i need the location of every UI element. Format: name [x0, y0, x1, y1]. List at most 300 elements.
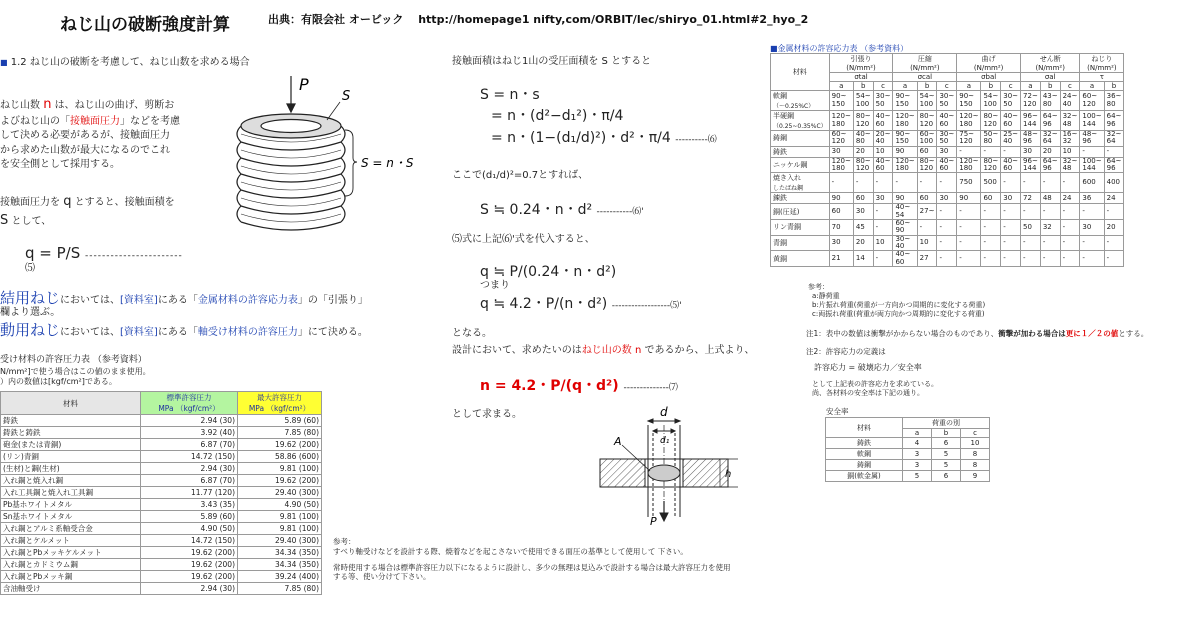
cell-standard: 14.72 (150): [141, 535, 238, 547]
cell-value: 120~ 180: [829, 111, 853, 131]
cell-material: 銅(軟金属): [826, 471, 903, 482]
col-group: [829, 54, 893, 73]
fig1-label-eq: S = n・S: [361, 156, 414, 170]
cell-value: -: [981, 146, 1001, 157]
cell-material: [771, 220, 830, 236]
cell-max: 29.40 (300): [238, 535, 322, 547]
cell-standard: 19.62 (200): [141, 571, 238, 583]
cell-value: 80~ 120: [981, 111, 1001, 131]
table-row: [1, 463, 322, 475]
note-structural-bolts: 結用ねじにおいては、[資料室]にある「金属材料の許容応力表」の「引張り」: [0, 289, 368, 307]
paragraph-contact-pressure: 接触面圧力を q とすると、接触面積を S として、: [0, 194, 175, 228]
cell-value: 3: [903, 449, 932, 460]
cell-value: -: [1040, 235, 1060, 251]
cell-value: -: [1001, 220, 1021, 236]
table-row: [1, 511, 322, 523]
cell-value: 30~ 50: [937, 131, 957, 147]
cell-value: 10: [1060, 146, 1080, 157]
fig1-label-p: P: [299, 75, 309, 94]
cell-value: 120~ 180: [893, 111, 917, 131]
cell-value: 16~ 32: [1060, 131, 1080, 147]
cell-material: 軟鋼: [826, 449, 903, 460]
cell-material: [771, 131, 830, 147]
col-group: [1080, 54, 1124, 73]
cell-value: -: [917, 220, 937, 236]
cell-value: 20: [1040, 146, 1060, 157]
cell-value: 40~ 60: [873, 111, 893, 131]
note-motion-screws: 動用ねじにおいては、[資料室]にある「軸受け材料の許容圧力」にて決める。: [0, 321, 368, 339]
cell-value: 50~ 80: [981, 131, 1001, 147]
table-row: [771, 251, 1124, 267]
cell-value: 27~: [917, 204, 937, 220]
cell-value: 48~ 96: [1021, 131, 1041, 147]
cell-value: 5: [932, 460, 961, 471]
cell-max: 39.24 (400): [238, 571, 322, 583]
cell-material: 入れ鋼と焼入れ鋼: [1, 475, 141, 487]
cell-value: 64~ 96: [1104, 157, 1124, 173]
cell-value: 70: [829, 220, 853, 236]
table-row: [1, 523, 322, 535]
cell-value: -: [1021, 204, 1041, 220]
safety-factor-table: [825, 417, 990, 482]
cell-max: 4.90 (50): [238, 499, 322, 511]
cell-value: 30: [829, 235, 853, 251]
safety-col-load: 荷重の別: [903, 418, 990, 429]
cell-value: -: [937, 220, 957, 236]
col-load-type: b: [981, 82, 1001, 91]
cell-max: 7.85 (80): [238, 427, 322, 439]
cell-material: [771, 157, 830, 173]
cell-value: -: [1001, 204, 1021, 220]
cell-standard: 19.62 (200): [141, 547, 238, 559]
cell-standard: 2.94 (30): [141, 463, 238, 475]
cell-value: 24: [1060, 193, 1080, 204]
cell-value: 80~ 120: [917, 157, 937, 173]
cell-standard: 4.90 (50): [141, 523, 238, 535]
material-note: （～0.25%C）: [773, 103, 815, 110]
nut-cross-section-figure: [590, 405, 750, 527]
cell-material: Sn基ホワイトメタル: [1, 511, 141, 523]
cell-max: 34.34 (350): [238, 547, 322, 559]
material-name: ニッケル鋼: [773, 161, 808, 170]
cell-max: 9.81 (100): [238, 511, 322, 523]
cell-max: 19.62 (200): [238, 475, 322, 487]
cell-material: 鋳鉄と鋳鉄: [1, 427, 141, 439]
cell-value: -: [1080, 235, 1104, 251]
cell-material: 入れ工具鋼と焼入れ工具鋼: [1, 487, 141, 499]
cell-material: 鋳鉄: [1, 415, 141, 427]
equation-6-prime: S ≒ 0.24・n・d² -----------⑹': [480, 202, 644, 218]
cell-value: 80~ 120: [853, 111, 873, 131]
cell-value: -: [1104, 204, 1124, 220]
cell-value: 14: [853, 251, 873, 267]
cell-value: 21: [829, 251, 853, 267]
material-name: 半硬鋼: [773, 112, 794, 120]
cell-standard: 3.92 (40): [141, 427, 238, 439]
cell-value: 120~ 180: [829, 157, 853, 173]
col-load-type: c: [1001, 82, 1021, 91]
cell-value: -: [853, 173, 873, 193]
table-row: [1, 571, 322, 583]
condition-text: ここで(d₁/d)²=0.7とすれば、: [452, 170, 589, 181]
cell-value: -: [1021, 251, 1041, 267]
cell-value: -: [1104, 251, 1124, 267]
cell-value: -: [1001, 251, 1021, 267]
col-group-symbol: σtal: [829, 73, 893, 82]
cell-value: 120~ 180: [957, 111, 981, 131]
cell-material: 入れ鋼とPbメッキケルメット: [1, 547, 141, 559]
link-reference-room[interactable]: [資料室]: [120, 295, 158, 306]
table-row: [1, 475, 322, 487]
cell-value: 500: [981, 173, 1001, 193]
col-load-type: b: [1040, 82, 1060, 91]
note-2: 注2：許容応力の定義は: [806, 347, 886, 356]
cell-material: 砲金(または青銅): [1, 439, 141, 451]
cell-value: -: [1060, 173, 1080, 193]
source-citation: 出典：有限会社 オービック http://homepage1 nifty,com/ORBIT/lec/shiryo_01.html#2_hyo_2: [268, 13, 809, 26]
cell-value: 40~ 80: [853, 131, 873, 147]
cell-material: [771, 193, 830, 204]
fig2-label-a: A: [614, 435, 622, 448]
cell-value: -: [981, 204, 1001, 220]
cell-value: 60~ 90: [893, 220, 917, 236]
cell-material: [771, 146, 830, 157]
cell-value: 100~ 144: [1080, 111, 1104, 131]
safety-col-load-type: c: [961, 429, 990, 438]
cell-value: -: [1060, 235, 1080, 251]
note-1: 注1：表中の数値は衝撃がかからない場合のものであり、衝撃が加わる場合は更に１／２の値とする。: [806, 329, 1149, 338]
cell-standard: 11.77 (120): [141, 487, 238, 499]
cell-value: 30~ 50: [873, 91, 893, 111]
cell-value: 30: [829, 146, 853, 157]
equation-6: = n・(1−(d₁/d)²)・d²・π/4 ----------⑹: [491, 130, 717, 146]
table-row: [771, 111, 1124, 131]
table-row: [826, 438, 990, 449]
material-note: （0.25~0.35%C）: [773, 123, 827, 130]
table-row: [826, 460, 990, 471]
table-row: [1, 535, 322, 547]
cell-value: -: [937, 251, 957, 267]
material-name: 鋳鉄: [773, 147, 787, 156]
material-name: 銅(圧延): [773, 207, 800, 216]
col-group-symbol: σbal: [957, 73, 1021, 82]
cell-value: 45: [853, 220, 873, 236]
cell-value: 10: [917, 235, 937, 251]
cell-value: 32: [1040, 220, 1060, 236]
col-group: [893, 54, 957, 73]
conclude-text: として求まる。: [452, 409, 522, 420]
cell-value: 32~ 64: [1104, 131, 1124, 147]
cell-value: 30~ 50: [937, 91, 957, 111]
cell-value: -: [957, 251, 981, 267]
col-load-type: b: [853, 82, 873, 91]
table-row: [771, 173, 1124, 193]
cell-value: 72~ 120: [1021, 91, 1041, 111]
cell-value: 60: [981, 193, 1001, 204]
fig2-label-p: P: [650, 515, 657, 527]
cell-value: -: [1080, 146, 1104, 157]
cell-value: 600: [1080, 173, 1104, 193]
col-group-unit: (N/mm²): [846, 64, 876, 72]
table-row: [1, 583, 322, 595]
cell-material: 入れ鋼とアルミ系軸受合金: [1, 523, 141, 535]
cell-value: -: [873, 204, 893, 220]
naru-text: となる。: [452, 328, 492, 339]
cell-value: 30~ 40: [893, 235, 917, 251]
stress-definition-sub: として上記表の許容応力を求めている。 尚、各材料の安全率は下記の通り。: [812, 380, 938, 398]
col-group-name: ねじり: [1091, 55, 1113, 63]
cell-value: 90~ 150: [957, 91, 981, 111]
material-name: 焼き入れ: [773, 174, 801, 183]
cell-value: 40~ 60: [937, 157, 957, 173]
safety-factor-table-wrap: [825, 417, 990, 482]
cell-value: -: [1060, 204, 1080, 220]
cell-value: 30: [853, 204, 873, 220]
cell-material: [771, 91, 830, 111]
middle-reference: 参考： すべり軸受けなどを設計する際、焼着などを起こさないで使用できる面圧の基準として使用して 下さい。 常時使用する場合は標準許容圧力以下になるように設計し、多少の無理は見込みで設計する場合は最大許容圧力を使用 する等、使い分けて下さい。: [333, 537, 731, 582]
cell-value: -: [1021, 235, 1041, 251]
material-note: したばね鋼: [773, 185, 804, 193]
col-group-unit: (N/mm²): [910, 64, 940, 72]
cell-value: -: [1040, 173, 1060, 193]
table-row: [771, 193, 1124, 204]
cell-value: 5: [932, 449, 961, 460]
cell-value: 80~ 120: [853, 157, 873, 173]
cell-value: 20: [1104, 220, 1124, 236]
cell-value: 40~ 60: [893, 251, 917, 267]
cell-material: 鋳鉄: [826, 438, 903, 449]
cell-value: 90~ 150: [829, 91, 853, 111]
cell-max: 34.34 (350): [238, 559, 322, 571]
col-group-name: 引張り: [850, 55, 872, 63]
cell-value: 64~ 96: [1104, 111, 1124, 131]
table-row: [1, 451, 322, 463]
cell-value: 25~ 40: [1001, 131, 1021, 147]
cell-value: 96~ 144: [1021, 157, 1041, 173]
equation-q: q ≒ P/(0.24・n・d²): [480, 264, 617, 280]
cell-standard: 5.89 (60): [141, 511, 238, 523]
cell-value: -: [981, 220, 1001, 236]
table-row: [771, 157, 1124, 173]
cell-value: -: [957, 220, 981, 236]
cell-value: -: [1001, 146, 1021, 157]
intro-text: 接触面積はねじ1山の受圧面積を S とすると: [452, 56, 652, 67]
col-load-type: b: [917, 82, 937, 91]
cell-value: -: [1104, 235, 1124, 251]
cell-value: 96~ 144: [1021, 111, 1041, 131]
cell-max: 9.81 (100): [238, 523, 322, 535]
right-reference: 参考： a:静荷重 b:片振れ荷重(荷重が一方向かつ周期的に変化する荷重) c:両振れ荷重(荷重が両方向かつ周期的に変化する荷重): [808, 283, 986, 319]
cell-value: -: [917, 173, 937, 193]
cell-material: (リン)青銅: [1, 451, 141, 463]
cell-material: 入れ鋼とケルメット: [1, 535, 141, 547]
material-name: 黄銅: [773, 254, 787, 263]
table-row: [771, 235, 1124, 251]
cell-value: 40~ 60: [937, 111, 957, 131]
cell-standard: 3.43 (35): [141, 499, 238, 511]
cell-value: 10: [961, 438, 990, 449]
material-name: リン青銅: [773, 223, 801, 232]
cell-value: 9: [961, 471, 990, 482]
table-row: [826, 471, 990, 482]
cell-value: 30: [937, 146, 957, 157]
cell-value: 64~ 96: [1040, 157, 1060, 173]
col-group-name: 曲げ: [981, 55, 996, 63]
cell-value: 24~ 40: [1060, 91, 1080, 111]
equation-5-label: ⑸: [25, 263, 35, 274]
cell-value: -: [957, 235, 981, 251]
col-max-pressure: 最大許容圧力 MPa （kgf/cm²）: [238, 392, 322, 415]
cell-value: 4: [903, 438, 932, 449]
material-name: 鋳鋼: [773, 134, 787, 143]
cell-material: 含油軸受け: [1, 583, 141, 595]
cell-standard: 19.62 (200): [141, 559, 238, 571]
cell-value: 24: [1104, 193, 1124, 204]
fig2-label-h: h: [725, 469, 732, 480]
cell-value: 54~ 100: [853, 91, 873, 111]
cell-material: [771, 111, 830, 131]
cell-standard: 2.94 (30): [141, 415, 238, 427]
fig1-label-s: S: [342, 89, 351, 104]
cell-value: 32~ 48: [1060, 111, 1080, 131]
cell-value: 36~ 80: [1104, 91, 1124, 111]
cell-value: 30: [1080, 220, 1104, 236]
paragraph-thread-count: ねじ山数 n は、ねじ山の曲げ、剪断お よびねじ山の「接触面圧力」などを考慮 して決める必要があるが、接触面圧力 から求めた山数が最大になるのでこれ を安全側として採用する。: [0, 97, 180, 171]
cell-value: 20~ 40: [873, 131, 893, 147]
safety-col-material: 材料: [826, 418, 903, 438]
design-text: 設計において、求めたいのはねじ山の数 n であるから、上式より、: [452, 345, 755, 356]
cell-value: 43~ 80: [1040, 91, 1060, 111]
cell-material: [771, 173, 830, 193]
cell-value: -: [981, 235, 1001, 251]
col-material: 材料: [771, 54, 830, 91]
cell-value: 48: [1040, 193, 1060, 204]
col-load-type: a: [1021, 82, 1041, 91]
cell-value: 32~ 64: [1040, 131, 1060, 147]
table-row: [771, 220, 1124, 236]
metal-stress-table-wrap: [770, 53, 1200, 267]
metal-stress-table: [770, 53, 1124, 267]
table-row: [771, 146, 1124, 157]
cell-value: -: [957, 146, 981, 157]
material-name: 青銅: [773, 239, 787, 248]
cell-value: 90~ 150: [893, 131, 917, 147]
cell-value: 48~ 96: [1080, 131, 1104, 147]
cell-value: -: [1080, 251, 1104, 267]
cell-value: 750: [957, 173, 981, 193]
cell-value: 120~ 180: [893, 157, 917, 173]
safety-col-load-type: a: [903, 429, 932, 438]
cell-value: 8: [961, 449, 990, 460]
cell-material: [771, 235, 830, 251]
equation-5-prime: q ≒ 4.2・P/(n・d²) ------------------⑸': [480, 296, 682, 312]
table-row: [1, 439, 322, 451]
cell-value: -: [893, 173, 917, 193]
col-load-type: c: [1060, 82, 1080, 91]
cell-value: 90: [893, 193, 917, 204]
cell-value: 32~ 48: [1060, 157, 1080, 173]
table-row: [771, 204, 1124, 220]
col-load-type: a: [957, 82, 981, 91]
cell-material: (生材)と鋼(生材): [1, 463, 141, 475]
substitution-text: ⑸式に上記⑹'式を代入すると、: [452, 234, 595, 245]
cell-value: 27: [917, 251, 937, 267]
table-row: [1, 487, 322, 499]
cell-value: 54~ 100: [917, 91, 937, 111]
link-metal-stress-table[interactable]: 金属材料の許容応力表: [197, 295, 298, 306]
fig2-label-d1: d₁: [660, 436, 670, 446]
material-name: 錬鉄: [773, 194, 787, 203]
cell-value: 54~ 100: [981, 91, 1001, 111]
cell-value: 50: [1021, 220, 1041, 236]
cell-value: 10: [873, 146, 893, 157]
cell-value: 120~ 180: [957, 157, 981, 173]
cell-value: 90: [893, 146, 917, 157]
cell-value: 10: [873, 235, 893, 251]
col-load-type: a: [893, 82, 917, 91]
cell-value: 30~ 50: [1001, 91, 1021, 111]
cell-value: -: [1040, 251, 1060, 267]
table-row: [1, 427, 322, 439]
cell-value: 64~ 96: [1040, 111, 1060, 131]
cell-value: -: [1080, 204, 1104, 220]
cell-value: 20: [853, 146, 873, 157]
link-bearing-pressure-table[interactable]: 軸受け材料の許容圧力: [197, 327, 298, 338]
equation-s-2: = n・(d²−d₁²)・π/4: [491, 108, 624, 124]
cell-material: 鋳鋼: [826, 460, 903, 471]
cell-value: -: [873, 220, 893, 236]
cell-value: 40~ 60: [873, 157, 893, 173]
cell-value: -: [937, 204, 957, 220]
section-heading: ■ 1.2 ねじ山の破断を考慮して、ねじ山数を求める場合: [0, 57, 250, 68]
safety-col-load-type: b: [932, 429, 961, 438]
bearing-pressure-table: [0, 391, 322, 595]
cell-value: -: [829, 173, 853, 193]
col-group-unit: (N/mm²): [1087, 64, 1117, 72]
col-group: [957, 54, 1021, 73]
table-row: [1, 559, 322, 571]
link-reference-room-2[interactable]: [資料室]: [120, 327, 158, 338]
cell-material: 入れ鋼とカドミウム鋼: [1, 559, 141, 571]
cell-value: -: [1021, 173, 1041, 193]
cell-max: 29.40 (300): [238, 487, 322, 499]
cell-value: 30: [937, 193, 957, 204]
cell-value: 60: [829, 204, 853, 220]
cell-material: [771, 251, 830, 267]
col-load-type: a: [1080, 82, 1104, 91]
cell-value: -: [873, 173, 893, 193]
col-group-symbol: σcal: [893, 73, 957, 82]
metal-stress-caption: ■金属材料の許容応力表 （参考資料）: [770, 44, 909, 53]
cell-value: 90: [957, 193, 981, 204]
cell-value: 20: [853, 235, 873, 251]
cell-value: 60: [917, 193, 937, 204]
cell-value: -: [937, 235, 957, 251]
cell-material: 入れ鋼とPbメッキ鋼: [1, 571, 141, 583]
cell-value: 400: [1104, 173, 1124, 193]
cell-standard: 2.94 (30): [141, 583, 238, 595]
fig2-label-d: d: [660, 405, 668, 419]
cell-value: 60: [917, 146, 937, 157]
cell-value: -: [1104, 146, 1124, 157]
page-title: ねじ山の破断強度計算: [60, 15, 230, 35]
table-row: [1, 415, 322, 427]
cell-material: Pb基ホワイトメタル: [1, 499, 141, 511]
cell-value: 6: [932, 471, 961, 482]
cell-value: 5: [903, 471, 932, 482]
cell-value: 60: [853, 193, 873, 204]
equation-s: S = n・s: [480, 87, 540, 103]
